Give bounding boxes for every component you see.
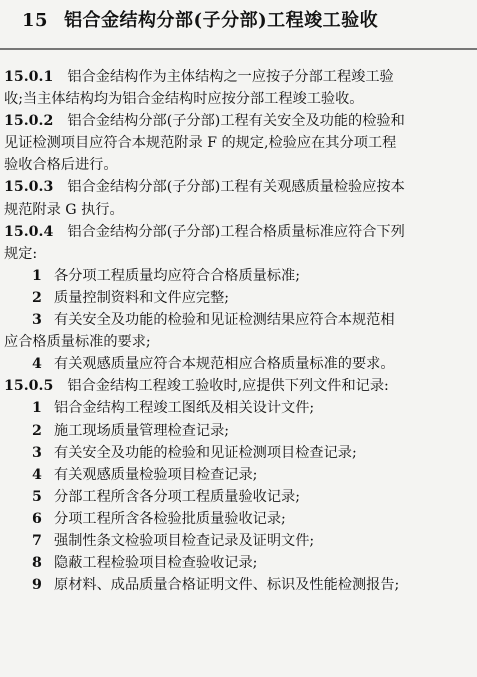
list-item-text: 质量控制资料和文件应完整; (54, 289, 230, 306)
clause-number: 15.0.4 (4, 223, 54, 240)
list-item-line (4, 442, 474, 464)
clause-number: 15.0.3 (4, 179, 54, 196)
list-item-text: 原材料、成品质量合格证明文件、标识及性能检测报告; (54, 577, 400, 594)
clause-line (4, 154, 474, 176)
clause-line (4, 199, 474, 221)
list-item-text: 各分项工程质量均应符合合格质量标准; (54, 267, 300, 284)
clause-text: 铝合金结构工程竣工验收时,应提供下列文件和记录: (67, 378, 389, 395)
clause-line (4, 88, 474, 110)
list-item-number: 3 (32, 312, 42, 329)
list-item-line (4, 309, 474, 331)
list-item-number: 9 (32, 577, 42, 594)
clause-line (4, 176, 474, 198)
list-item-number: 6 (32, 510, 42, 527)
chapter-number: 15 (22, 10, 49, 31)
list-item-number: 7 (32, 532, 42, 549)
heading-divider (0, 48, 477, 50)
list-item-number: 8 (32, 555, 42, 572)
clause-text: 铝合金结构分部(子分部)工程合格质量标准应符合下列 (67, 223, 405, 240)
list-item-line (4, 287, 474, 309)
clause-text: 验收合格后进行。 (4, 157, 118, 174)
list-item-text: 强制性条文检验项目检查记录及证明文件; (54, 532, 315, 549)
list-item-line (4, 397, 474, 419)
clause-number: 15.0.5 (4, 378, 54, 395)
list-item-text: 分部工程所含各分项工程质量验收记录; (54, 488, 300, 505)
list-item-line (4, 420, 474, 442)
list-item-line (4, 464, 474, 486)
list-item-text: 铝合金结构工程竣工图纸及相关设计文件; (54, 400, 315, 417)
list-item-line (4, 530, 474, 552)
list-item-text: 隐蔽工程检验项目检查验收记录; (54, 555, 258, 572)
clause-text: 见证检测项目应符合本规范附录 F 的规定,检验应在其分项工程 (4, 135, 397, 152)
clause-line (4, 243, 474, 265)
list-item-text: 有关安全及功能的检验和见证检测结果应符合本规范相 (54, 312, 395, 329)
clause-line (4, 375, 474, 397)
clause-number: 15.0.2 (4, 113, 54, 130)
list-item-line (4, 265, 474, 287)
clause-text: 铝合金结构分部(子分部)工程有关观感质量检验应按本 (67, 179, 405, 196)
chapter-heading (22, 6, 378, 32)
list-item-line (4, 486, 474, 508)
list-item-number: 2 (32, 422, 42, 439)
clause-text: 规定: (4, 245, 38, 262)
list-item-text: 有关观感质量检验项目检查记录; (54, 466, 258, 483)
clause-number: 15.0.1 (4, 69, 54, 85)
list-item-text: 有关观感质量应符合本规范相应合格质量标准的要求。 (54, 356, 395, 373)
list-item-line (4, 574, 474, 596)
clause-line (4, 110, 474, 132)
list-item-line (4, 552, 474, 574)
list-item-line (4, 331, 474, 353)
list-item-line (4, 508, 474, 530)
list-item-line (4, 353, 474, 375)
list-item-number: 5 (32, 488, 42, 505)
list-item-number: 1 (32, 267, 42, 284)
clause-text: 收;当主体结构均为铝合金结构时应按分部工程竣工验收。 (4, 91, 364, 108)
list-item-number: 2 (32, 289, 42, 306)
clause-text: 铝合金结构分部(子分部)工程有关安全及功能的检验和 (67, 113, 405, 130)
list-item-text: 应合格质量标准的要求; (4, 334, 151, 351)
list-item-number: 1 (32, 400, 42, 417)
list-item-text: 有关安全及功能的检验和见证检测项目检查记录; (54, 444, 357, 461)
clause-line (4, 221, 474, 243)
clause-line (4, 132, 474, 154)
list-item-number: 4 (32, 466, 42, 483)
list-item-text: 施工现场质量管理检查记录; (54, 422, 230, 439)
list-item-number: 3 (32, 444, 42, 461)
clause-text: 规范附录 G 执行。 (4, 201, 124, 218)
clause-list (4, 66, 474, 596)
clause-text: 铝合金结构作为主体结构之一应按子分部工程竣工验 (67, 69, 394, 85)
list-item-number: 4 (32, 356, 42, 373)
chapter-title: 铝合金结构分部(子分部)工程竣工验收 (64, 10, 379, 31)
clause-line (4, 66, 474, 88)
list-item-text: 分项工程所含各检验批质量验收记录; (54, 510, 286, 527)
